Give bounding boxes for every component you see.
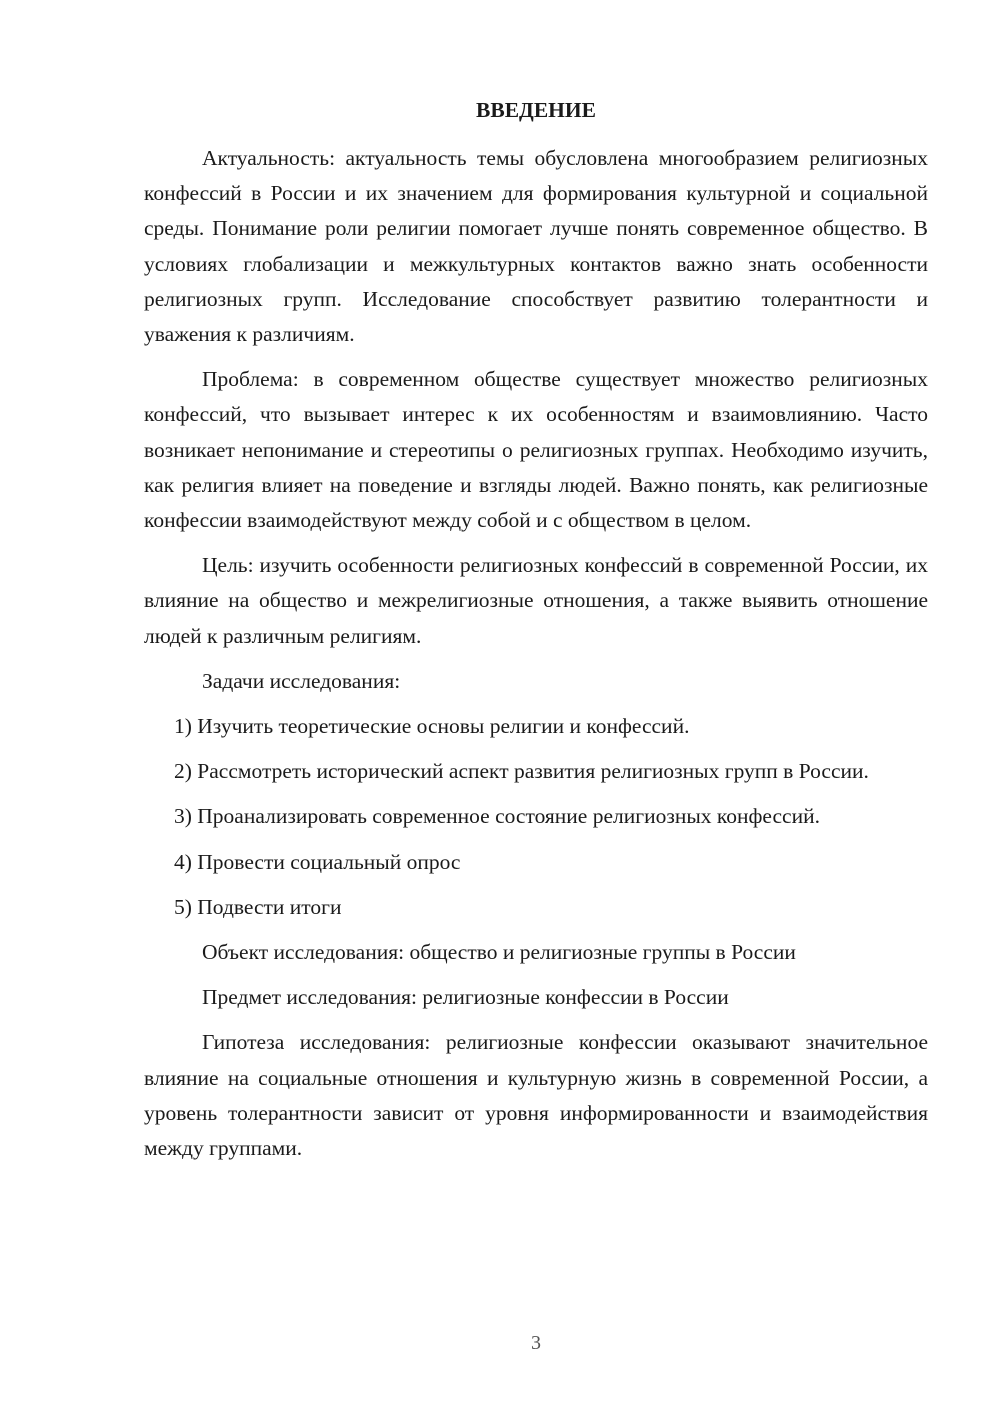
- task-item: 3) Проанализировать современное состояние религиозных конфессий.: [174, 804, 820, 829]
- page-number: 3: [531, 1332, 541, 1354]
- goal-paragraph: Цель: изучить особенности религиозных конфессий в современной России, их влияние на общество и межрелигиозные отношения, а также выявить отношение людей к различным религиям.: [144, 553, 928, 648]
- tasks-title: Задачи исследования:: [202, 668, 401, 693]
- relevance-paragraph: Актуальность: актуальность темы обусловлена многообразием религиозных конфессий в России и их значением для формирования культурной и социальной среды. Понимание роли религии помогает лучше понять современное общество. В условиях глобализации и межкультурных контактов важно знать особенности религиозных групп. Исследование способствует развитию толерантности и уважения к различиям.: [144, 146, 928, 347]
- page-content: [144, 93, 928, 1176]
- subject-paragraph: Предмет исследования: религиозные конфессии в России: [202, 985, 729, 1010]
- hypothesis-paragraph: Гипотеза исследования: религиозные конфессии оказывают значительное влияние на социальные отношения и культурную жизнь в современной России, а уровень толерантности зависит от уровня информированности и взаимодействия между группами.: [144, 1030, 928, 1161]
- task-item: 2) Рассмотреть исторический аспект развития религиозных групп в России.: [174, 759, 869, 784]
- task-item: 1) Изучить теоретические основы религии и конфессий.: [174, 714, 690, 739]
- task-item: 4) Провести социальный опрос: [174, 849, 461, 874]
- task-item: 5) Подвести итоги: [174, 894, 342, 919]
- section-heading: ВВЕДЕНИЕ: [476, 98, 596, 122]
- problem-paragraph: Проблема: в современном обществе существует множество религиозных конфессий, что вызывает интерес к их особенностям и взаимовлиянию. Часто возникает непонимание и стереотипы о религиозных группах. Необходимо изучить, как религия влияет на поведение и взгляды людей. Важно понять, как религиозные конфессии взаимодействуют между собой и с обществом в целом.: [144, 367, 928, 533]
- object-paragraph: Объект исследования: общество и религиозные группы в России: [202, 940, 796, 965]
